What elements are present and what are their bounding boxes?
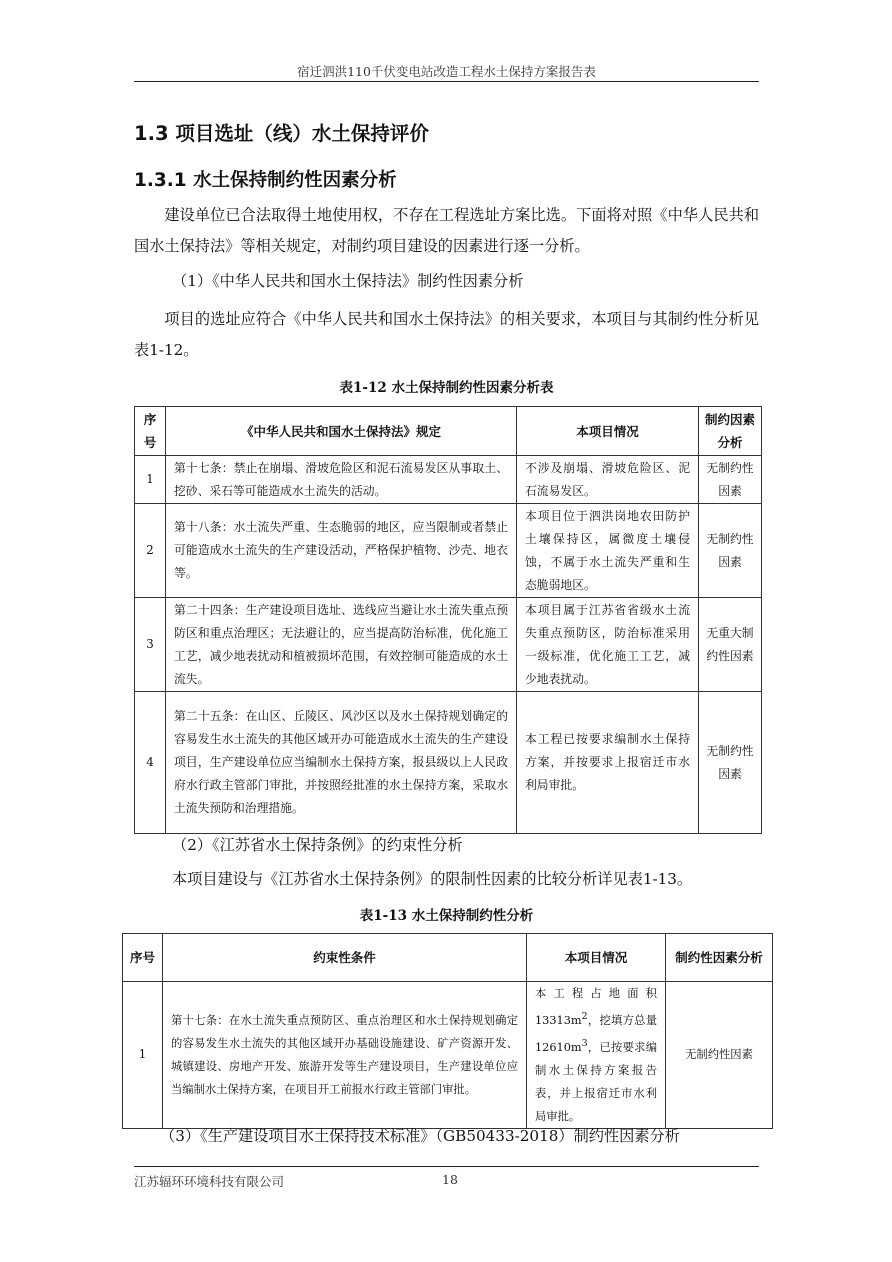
intro-paragraph: 建设单位已合法取得土地使用权，不存在工程选址方案比选。下面将对照《中华人民共和国水土保持法》等相关规定，对制约项目建设的因素进行逐一分析。 (134, 206, 759, 255)
table-12-caption: 表1-12 水土保持制约性因素分析表 (339, 380, 554, 396)
row-status: 本项目属于江苏省省级水土流失重点预防区，防治标准采用一级标准，优化施工工艺，减少地表扰动。 (517, 598, 699, 692)
page-header: 宿迁泗洪110千伏变电站改造工程水土保持方案报告表 (297, 64, 596, 79)
area-value: 13313m (535, 1013, 582, 1027)
item-2-heading: （2）《江苏省水土保持条例》的约束性分析 (172, 836, 463, 854)
section-heading: 1.3 项目选址（线）水土保持评价 (134, 122, 429, 145)
row-result: 无制约性因素 (699, 456, 762, 504)
table-13-header-row (123, 934, 773, 982)
item-3-heading: （3）《生产建设项目水土保持技术标准》（GB50433-2018）制约性因素分析 (160, 1127, 680, 1145)
row-rule: 第二十五条：在山区、丘陵区、风沙区以及水土保持规划确定的容易发生水土流失的其他区域开办可能造成水土流失的生产建设项目，生产建设单位应当编制水土保持方案，报县级以上人民政府水行政主管部门审批，并按照经批准的水土保持方案，采取水土流失预防和治理措施。 (166, 692, 517, 834)
table-12 (134, 406, 762, 834)
row-status: 不涉及崩塌、滑坡危险区、泥石流易发区。 (517, 456, 699, 504)
row-no: 1 (135, 456, 166, 504)
row-no: 1 (123, 982, 163, 1129)
header-rule (134, 81, 759, 82)
row-rule: 第十七条：禁止在崩塌、滑坡危险区和泥石流易发区从事取土、挖砂、采石等可能造成水土流失的活动。 (166, 456, 517, 504)
header-no: 序号 (135, 407, 166, 456)
footer-rule (134, 1166, 759, 1167)
volume-value: 12610m (535, 1040, 582, 1054)
row-status: 本工程已按要求编制水土保持方案，并按要求上报宿迁市水利局审批。 (517, 692, 699, 834)
row-rule: 第十七条：在水土流失重点预防区、重点治理区和水土保持规划确定的容易发生水土流失的其他区域开办基础设施建设、矿产资源开发、城镇建设、房地产开发、旅游开发等生产建设项目，生产建设单位应当编制水土保持方案，在项目开工前报水行政主管部门审批。 (163, 982, 527, 1129)
row-status (527, 982, 666, 1129)
status-text-a: 本工程占地面积 (535, 987, 657, 1000)
header-result: 制约因素分析 (699, 407, 762, 456)
row-no: 4 (135, 692, 166, 834)
item-1-heading: （1）《中华人民共和国水土保持法》制约性因素分析 (172, 272, 524, 290)
row-result: 无重大制约性因素 (699, 598, 762, 692)
header-rule-text: 《中华人民共和国水土保持法》规定 (166, 407, 517, 456)
table-13-caption: 表1-13 水土保持制约性分析 (359, 908, 534, 924)
row-no: 2 (135, 504, 166, 598)
area-unit-exponent: 2 (581, 1011, 588, 1022)
header-status: 本项目情况 (517, 407, 699, 456)
header-no: 序号 (123, 934, 163, 982)
row-status: 本项目位于泗洪岗地农田防护土壤保持区，属微度土壤侵蚀，不属于水土流失严重和生态脆弱地区。 (517, 504, 699, 598)
row-no: 3 (135, 598, 166, 692)
row-result: 无制约性因素 (699, 504, 762, 598)
page-number: 18 (442, 1172, 458, 1187)
item-1-paragraph: 项目的选址应符合《中华人民共和国水土保持法》的相关要求，本项目与其制约性分析见表1-12。 (134, 310, 759, 359)
row-result: 无制约性因素 (666, 982, 773, 1129)
header-status: 本项目情况 (527, 934, 666, 982)
row-rule: 第二十四条：生产建设项目选址、选线应当避让水土流失重点预防区和重点治理区；无法避让的，应当提高防治标准，优化施工工艺，减少地表扰动和植被损坏范围，有效控制可能造成的水土流失。 (166, 598, 517, 692)
status-text-g: ，已按要求编制水土保持方案报告表，并上报宿迁市水利局审批。 (535, 1040, 657, 1123)
header-constraint: 约束性条件 (163, 934, 527, 982)
header-result: 制约性因素分析 (666, 934, 773, 982)
item-2-paragraph: 本项目建设与《江苏省水土保持条例》的限制性因素的比较分析详见表1-13。 (172, 870, 693, 888)
table-12-header-row (135, 407, 762, 456)
table-row (135, 456, 762, 504)
row-rule: 第十八条：水土流失严重、生态脆弱的地区，应当限制或者禁止可能造成水土流失的生产建设活动，严格保护植物、沙壳、地衣等。 (166, 504, 517, 598)
table-row (135, 504, 762, 598)
subsection-heading: 1.3.1 水土保持制约性因素分析 (134, 170, 397, 191)
row-result: 无制约性因素 (699, 692, 762, 834)
table-row (135, 598, 762, 692)
footer-company: 江苏辐环环境科技有限公司 (134, 1174, 285, 1189)
table-row (135, 692, 762, 834)
status-text-d: ，挖填方总量 (587, 1013, 657, 1027)
table-13 (122, 933, 773, 1129)
table-row (123, 982, 773, 1129)
volume-unit-exponent: 3 (581, 1037, 588, 1049)
